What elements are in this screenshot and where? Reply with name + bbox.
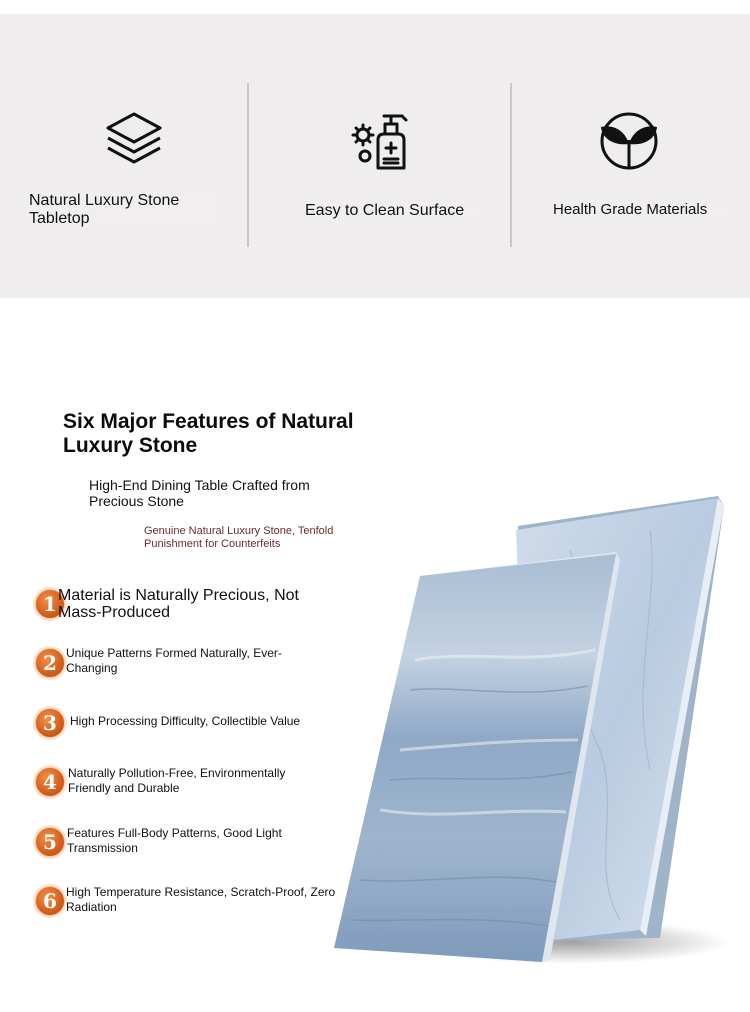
number-badge: 4: [35, 767, 65, 797]
features-band: [0, 14, 750, 298]
section-subtitle: High-End Dining Table Crafted from Precious Stone: [89, 477, 310, 509]
number-badge: 6: [35, 886, 65, 916]
feature-label: Easy to Clean Surface: [305, 202, 485, 220]
list-item: High Temperature Resistance, Scratch-Proof, Zero Radiation: [66, 885, 336, 914]
marble-slabs-image: [320, 490, 740, 995]
section-title: Six Major Features of Natural Luxury Stone: [63, 410, 354, 457]
list-item: Unique Patterns Formed Naturally, Ever-Changing: [66, 646, 282, 675]
number-badge: 2: [35, 648, 65, 678]
feature-label: Health Grade Materials: [553, 201, 733, 219]
sprout-icon: [598, 110, 660, 177]
number-badge: 1: [35, 589, 65, 619]
list-item: Material is Naturally Precious, Not Mass-Produced: [58, 587, 299, 621]
feature-stone-tabletop: [0, 14, 248, 298]
layers-icon: [104, 110, 164, 175]
cleaning-spray-icon: [350, 110, 412, 177]
number-badge: 3: [35, 708, 65, 738]
list-item: High Processing Difficulty, Collectible Value: [70, 714, 301, 728]
section-tagline: Genuine Natural Luxury Stone, Tenfold Punishment for Counterfeits: [144, 525, 334, 550]
number-badge: 5: [35, 827, 65, 857]
list-item: Features Full-Body Patterns, Good Light Transmission: [67, 826, 282, 855]
feature-health-grade: [512, 14, 750, 298]
feature-label: Natural Luxury Stone Tabletop: [29, 192, 219, 228]
list-item: Naturally Pollution-Free, Environmentally Friendly and Durable: [68, 766, 286, 795]
feature-easy-clean: [249, 14, 511, 298]
